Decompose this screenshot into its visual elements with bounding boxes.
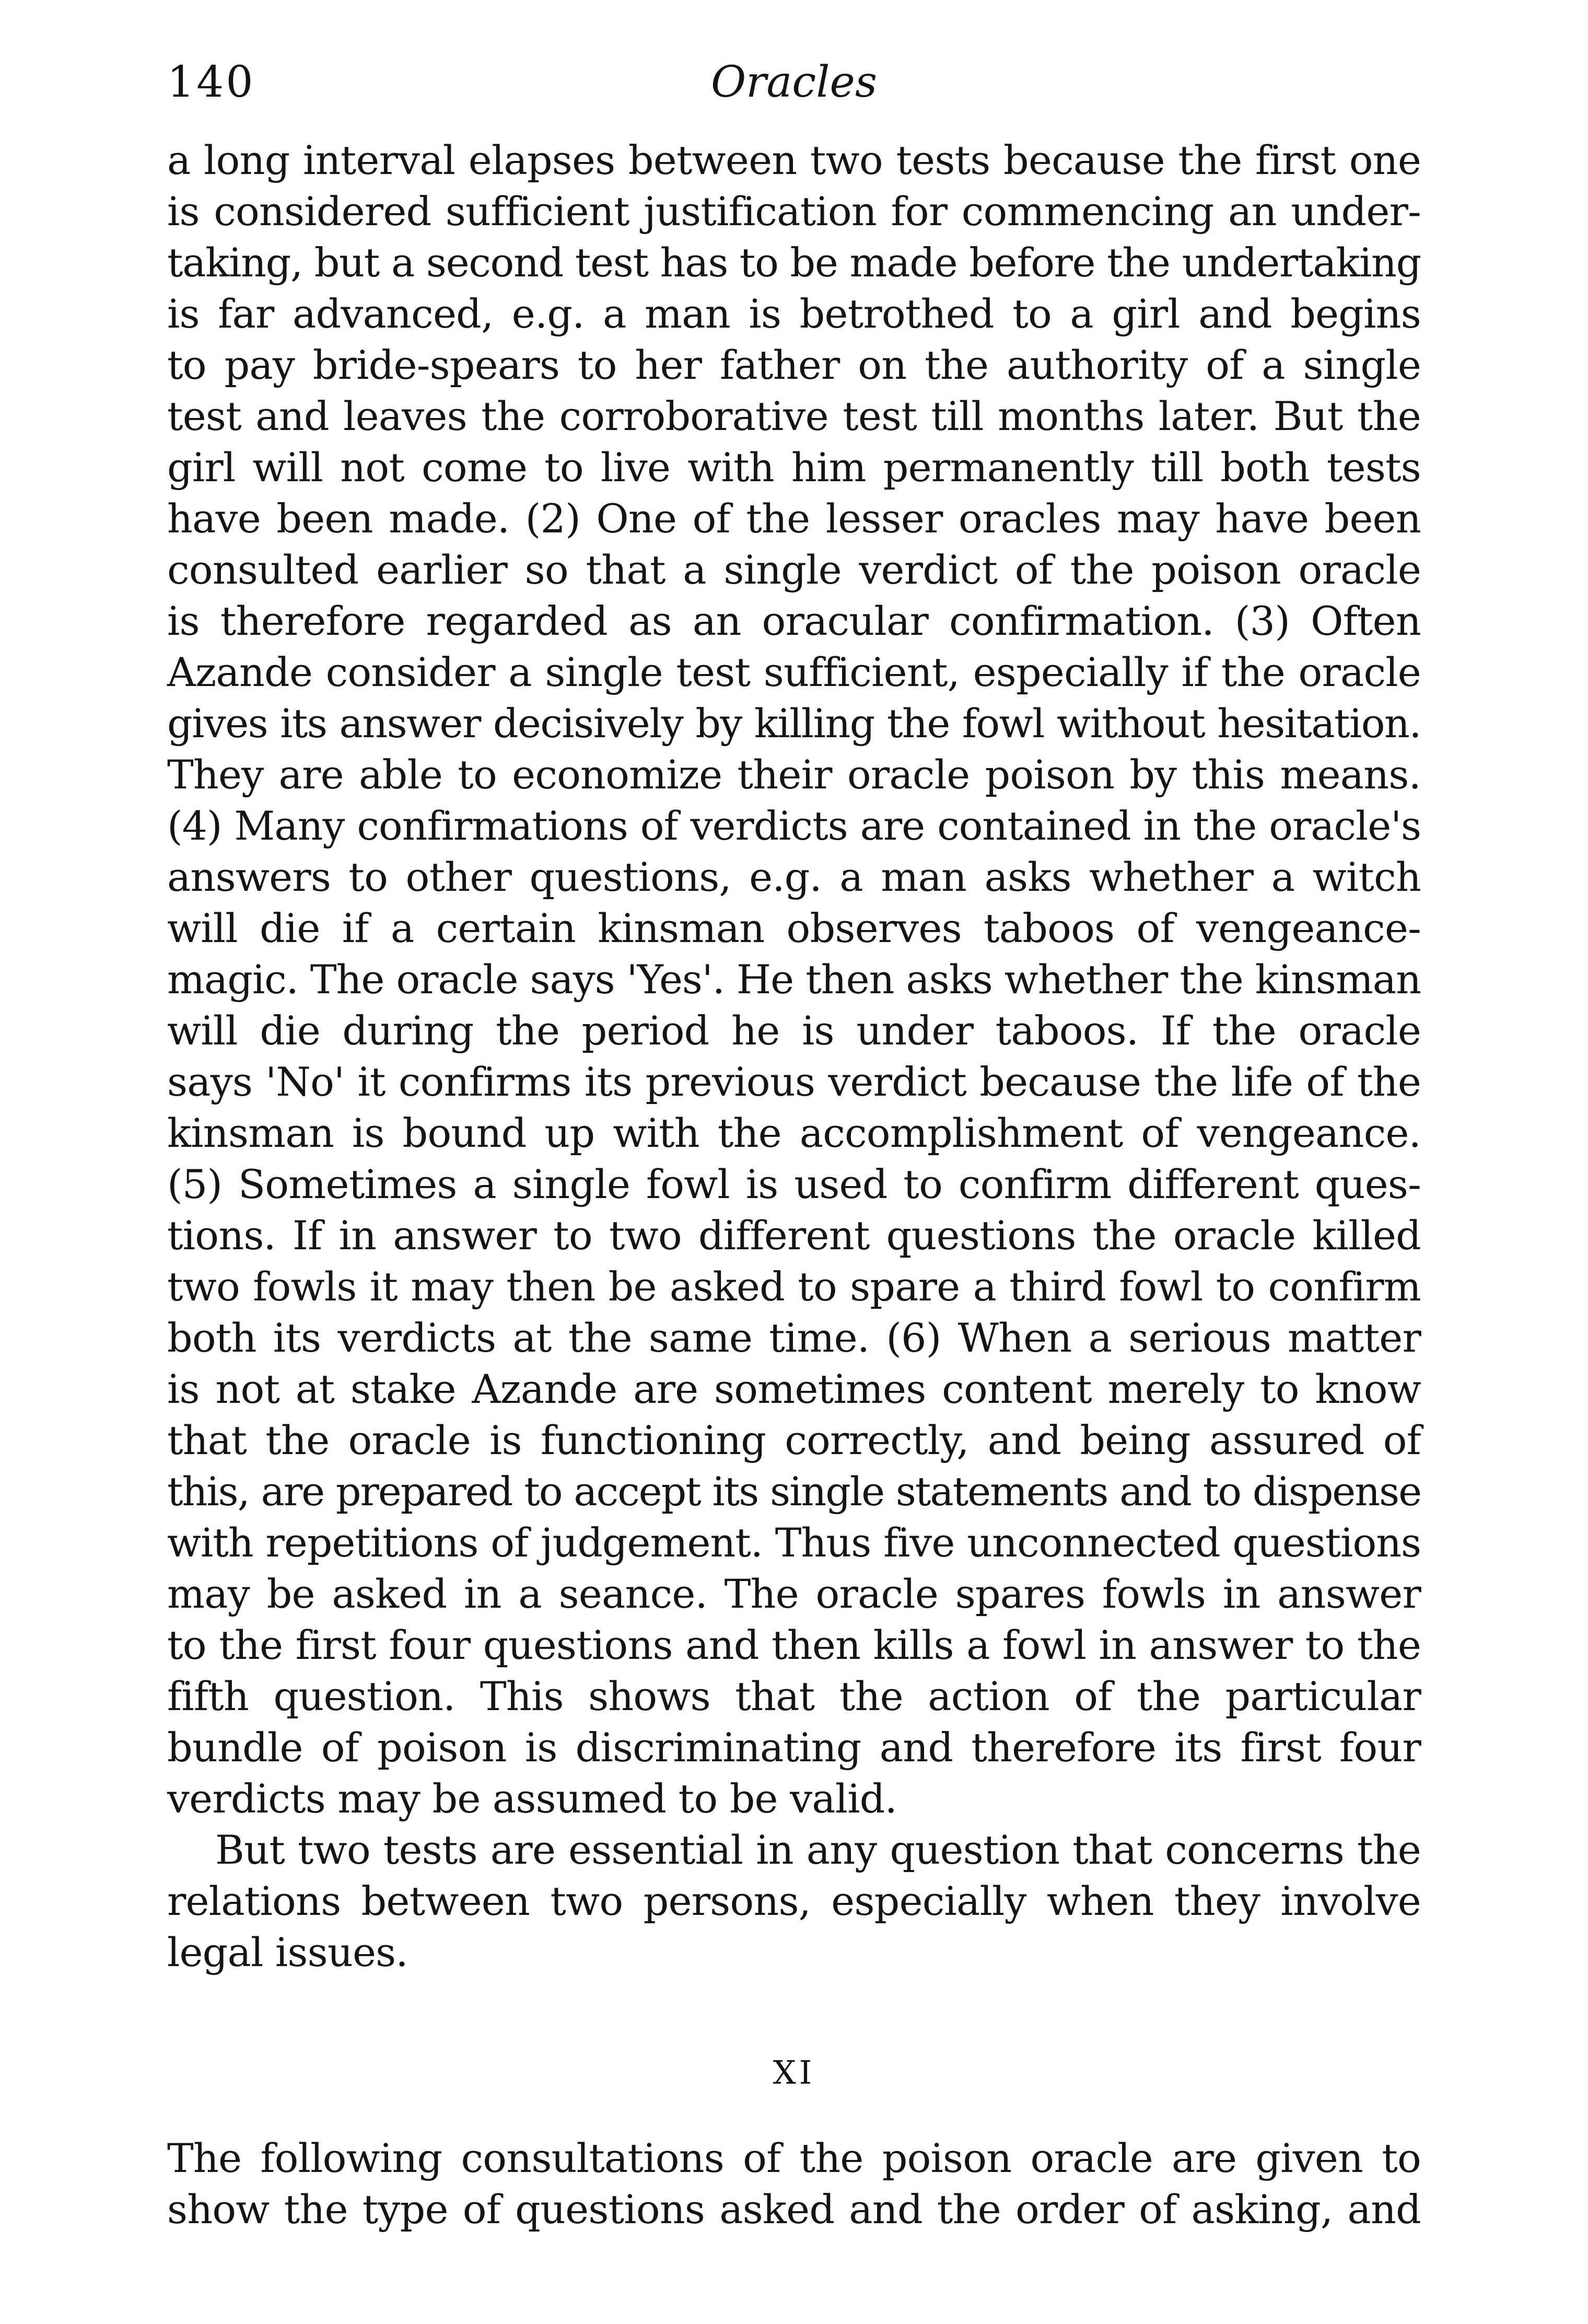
paragraph-1 [167, 135, 1421, 1825]
text-line: to the first four questions and then kills a fowl in answer to the [167, 1622, 1421, 1668]
text-line: tions. If in answer to two different questions the oracle killed [167, 1212, 1421, 1259]
text-line: answers to other questions, e.g. a man asks whether a witch [167, 854, 1421, 900]
text-line: is therefore regarded as an oracular confirmation. (3) Often [167, 598, 1421, 644]
text-line: with repetitions of judgement. Thus five unconnected questions [167, 1519, 1421, 1566]
text-line: magic. The oracle says 'Yes'. He then asks whether the kinsman [167, 956, 1421, 1003]
text-line: relations between two persons, especially when they involve [167, 1878, 1421, 1924]
running-title: Oracles [710, 57, 878, 107]
text-line: is considered sufficient justification for commencing an under- [167, 188, 1421, 235]
text-line: fifth question. This shows that the action of the particular [167, 1673, 1421, 1719]
text-line: test and leaves the corroborative test till months later. But the [167, 393, 1421, 439]
text-line: may be asked in a seance. The oracle spares fowls in answer [167, 1571, 1421, 1617]
paragraph-3 [167, 2133, 1421, 2235]
text-line: will die if a certain kinsman observes taboos of vengeance- [167, 905, 1421, 951]
text-line: bundle of poison is discriminating and therefore its first four [167, 1724, 1421, 1771]
text-line: legal issues. [167, 1929, 408, 1976]
page-header [167, 57, 1421, 115]
text-line: taking, but a second test has to be made before the undertaking [167, 239, 1421, 286]
text-line: will die during the period he is under taboos. If the oracle [167, 1007, 1421, 1054]
text-line: consulted earlier so that a single verdict of the poison oracle [167, 547, 1421, 593]
paragraph-2 [167, 1825, 1421, 1978]
text-line: is not at stake Azande are sometimes content merely to know [167, 1366, 1421, 1412]
text-line: to pay bride-spears to her father on the authority of a single [167, 342, 1421, 388]
text-line: girl will not come to live with him permanently till both tests [167, 444, 1421, 491]
text-line: Azande consider a single test sufficient, especially if the oracle [167, 649, 1421, 695]
text-line: show the type of questions asked and the order of asking, and [167, 2186, 1421, 2233]
text-line: They are able to economize their oracle poison by this means. [167, 751, 1421, 798]
text-line: says 'No' it confirms its previous verdict because the life of the [167, 1059, 1421, 1105]
text-line: a long interval elapses between two tests because the first one [167, 137, 1421, 183]
text-line: is far advanced, e.g. a man is betrothed to a girl and begins [167, 290, 1421, 337]
text-line: But two tests are essential in any question that concerns the [215, 1827, 1421, 1873]
section-heading: XI [773, 2053, 815, 2091]
text-line: (4) Many confirmations of verdicts are contained in the oracle's [167, 803, 1421, 849]
text-line: have been made. (2) One of the lesser oracles may have been [167, 495, 1421, 542]
text-line: two fowls it may then be asked to spare a third fowl to confirm [167, 1263, 1421, 1310]
text-line: kinsman is bound up with the accomplishment of vengeance. [167, 1110, 1421, 1156]
text-line: verdicts may be assumed to be valid. [167, 1775, 897, 1822]
text-line: gives its answer decisively by killing the fowl without hesitation. [167, 700, 1421, 747]
text-line: both its verdicts at the same time. (6) When a serious matter [167, 1315, 1421, 1361]
body-text [167, 135, 1421, 2235]
text-line: The following consultations of the poison oracle are given to [167, 2135, 1421, 2181]
text-line: this, are prepared to accept its single statements and to dispense [167, 1468, 1421, 1515]
text-line: that the oracle is functioning correctly, and being assured of [167, 1417, 1421, 1463]
text-line: (5) Sometimes a single fowl is used to confirm different ques- [167, 1161, 1421, 1207]
page-number: 140 [167, 57, 255, 107]
